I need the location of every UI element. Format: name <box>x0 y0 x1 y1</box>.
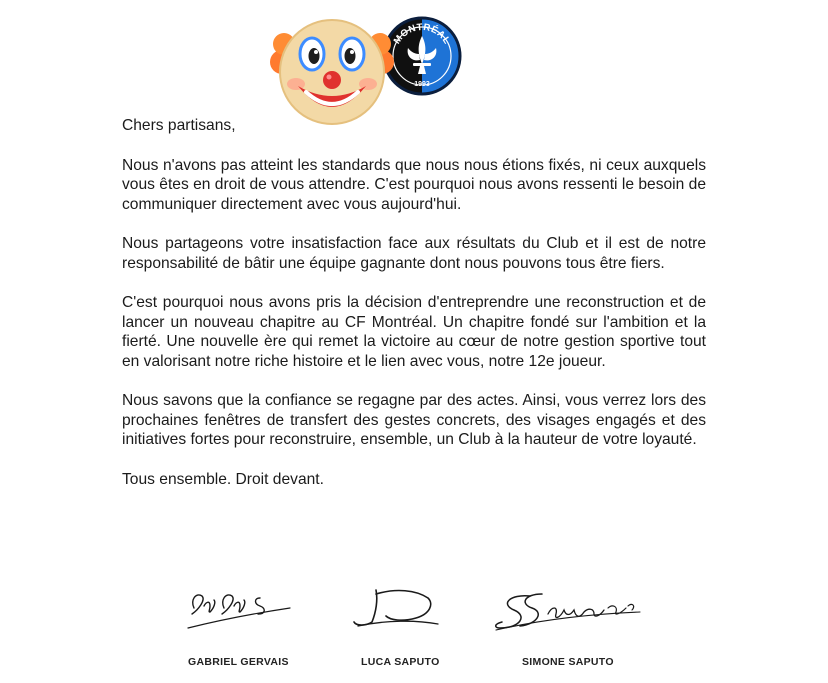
signatory-name-1: GABRIEL GERVAIS <box>188 656 289 668</box>
letter-body <box>122 116 706 489</box>
closing-line: Tous ensemble. Droit devant. <box>122 470 324 488</box>
crest-text: MONTRÉAL <box>391 21 453 47</box>
cf-montreal-crest <box>382 14 462 98</box>
crest-year: 1993 <box>414 81 430 88</box>
signature-gabriel-gervais <box>180 578 310 638</box>
paragraph-1: Nous n'avons pas atteint les standards que nous nous étions fixés, ni ceux auxquels vous êtes en droit de vous attendre. C'est pourquoi nous avons ressenti le besoin de communiquer directement avec vous aujourd'hui. <box>122 156 706 213</box>
paragraph-4: Nous savons que la confiance se regagne par des actes. Ainsi, vous verrez lors des prochaines fenêtres de transfert des gestes concrets, des visages engagés et des initiatives fortes pour reconstruire, ensemble, un Club à la hauteur de votre loyauté. <box>122 392 706 448</box>
signature-luca-saputo <box>346 580 446 640</box>
signature-simone-saputo <box>490 584 650 638</box>
greeting: Chers partisans, <box>122 117 236 134</box>
paragraph-2: Nous partageons votre insatisfaction face aux résultats du Club et il est de notre responsabilité de bâtir une équipe gagnante dont nous pouvons tous être fiers. <box>122 235 706 272</box>
signatory-name-2: LUCA SAPUTO <box>361 656 440 668</box>
paragraph-3: C'est pourquoi nous avons pris la décision d'entreprendre une reconstruction et de lancer un nouveau chapitre au CF Montréal. Un chapitre fondé sur l'ambition et la fierté. Une nouvelle ère qui remet la victoire au cœur de notre gestion sportive tout en valorisant notre riche histoire et le lien avec vous, notre 12e joueur. <box>122 294 706 370</box>
signatory-name-3: SIMONE SAPUTO <box>522 656 614 668</box>
